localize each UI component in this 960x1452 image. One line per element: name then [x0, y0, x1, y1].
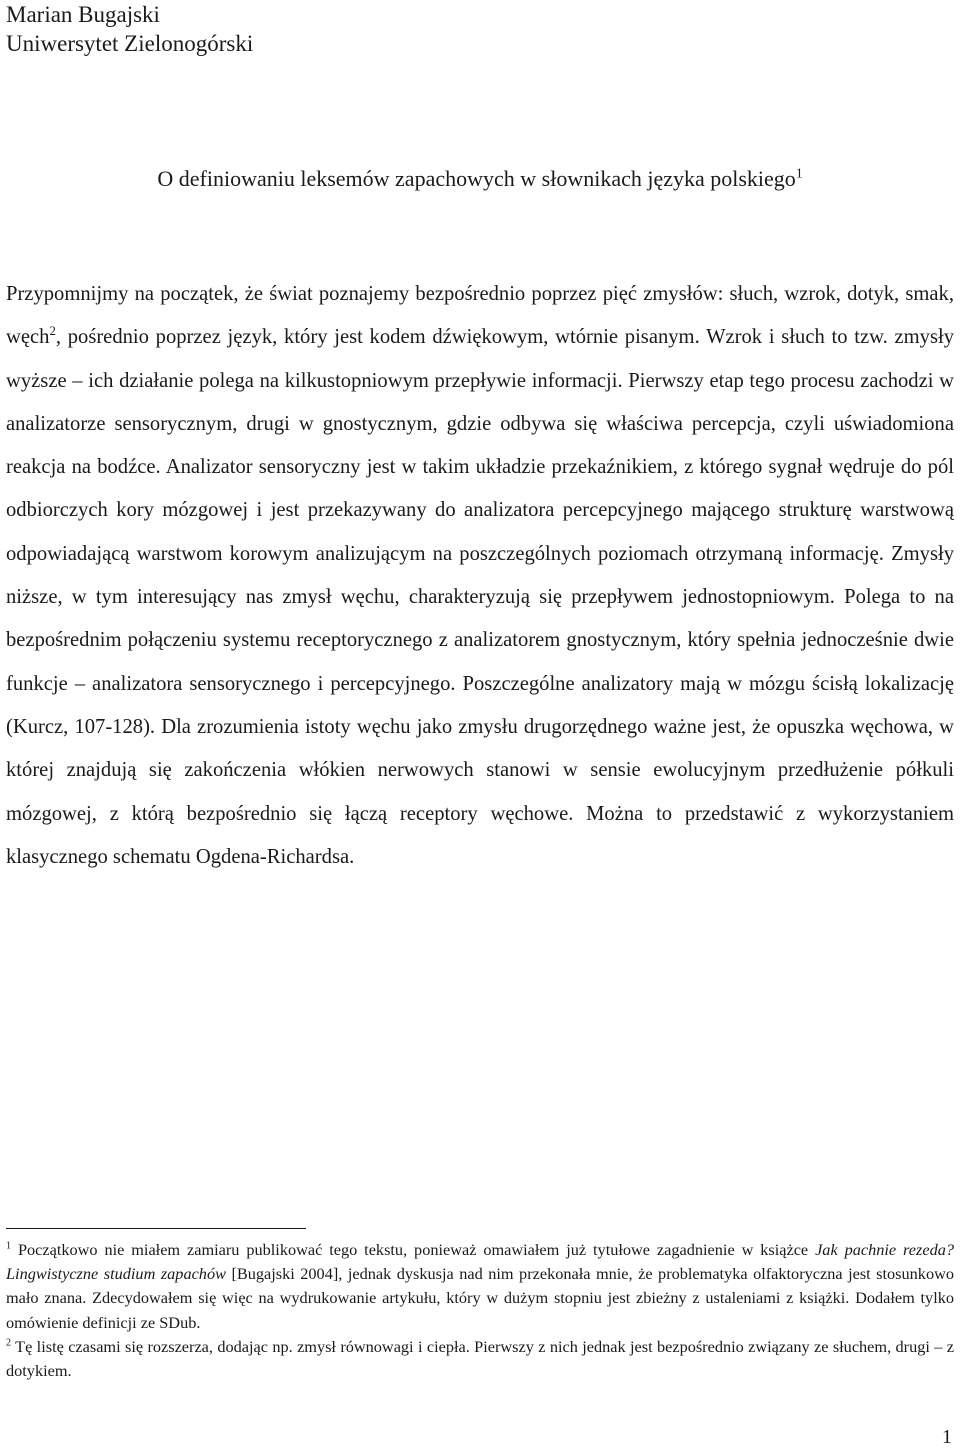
footnote-2 — [6, 1335, 954, 1383]
author-name: Marian Bugajski — [6, 2, 160, 27]
footnote-number: 2 — [6, 1337, 12, 1349]
footnote-text: Początkowo nie miałem zamiaru publikować tego tekstu, ponieważ omawiałem już tytułowe zagadnienie w książce — [17, 1240, 816, 1259]
body-paragraph — [6, 273, 954, 879]
body-text-part-2: , pośrednio poprzez język, który jest kodem dźwiękowym, wtórnie pisanym. Wzrok i słuch to tzw. zmysły wyższe – ich działanie polega na kilkustopniowym przepływie informacji. Pierwszy etap tego procesu zachodzi w analizatorze sensorycznym, drugi w gnostycznym, gdzie odbywa się właściwa percepcja, czyli uświadomiona reakcja na bodźce. Analizator sensoryczny jest w takim układzie przekaźnikiem, z którego sygnał wędruje do pól odbiorczych kory mózgowej i jest przekazywany do analizatora percepcyjnego mającego strukturę warstwową odpowiadającą warstwom korowym analizującym na poszczególnych poziomach otrzymaną informację. Zmysły niższe, w tym interesujący nas zmysł węchu, charakteryzują się przepływem jednostopniowym. Polega to na bezpośrednim połączeniu systemu receptorycznego z analizatorem gnostycznym, który spełnia jednocześnie dwie funkcje – analizatora sensorycznego i percepcyjnego. Poszczególne analizatory mają w mózgu ścisłą lokalizację (Kurcz, 107-128). Dla zrozumienia istoty węchu jako zmysłu drugorzędnego ważne jest, że opuszka węchowa, w której znajdują się zakończenia włókien nerwowych stanowi w sensie ewolucyjnym przedłużenie półkuli mózgowej, z którą bezpośrednio się łączą receptory węchowe. Można to przedstawić z wykorzystaniem klasycznego schematu Ogdena-Richardsa. — [6, 326, 954, 868]
footnote-text: Tę listę czasami się rozszerza, dodając np. zmysł równowagi i ciepła. Pierwszy z nich jednak jest bezpośrednio związany ze słuchem, drugi – z dotykiem. — [6, 1336, 954, 1381]
footnote-number: 1 — [6, 1240, 12, 1252]
footnote-separator — [6, 1228, 306, 1229]
article-title — [0, 165, 960, 193]
footnote-text: [Bugajski 2004], jednak dyskusja nad nim przekonała mnie, że problematyka olfaktoryczna jest stosunkowo mało znana. Zdecydowałem się więc na wydrukowanie artykułu, który w dużym stopniu jest zbieżny z ustaleniami z książki. Dodałem tylko omówienie definicji ze SDub. — [6, 1264, 954, 1332]
footnote-book-title: Jak pachnie rezeda? Lingwistyczne studium zapachów — [6, 1240, 954, 1284]
footnotes-section — [6, 1238, 954, 1383]
author-block — [6, 0, 253, 58]
body-text-part-1: Przypomnijmy na początek, że świat poznajemy bezpośrednio poprzez pięć zmysłów: słuch, wzrok, dotyk, smak, węch — [6, 283, 954, 349]
footnote-ref-2: 2 — [49, 324, 56, 339]
author-affiliation: Uniwersytet Zielonogórski — [6, 31, 254, 56]
footnote-ref-1: 1 — [795, 165, 803, 181]
page-number: 1 — [942, 1426, 952, 1448]
article-title-text: O definiowaniu leksemów zapachowych w słownikach języka polskiego — [157, 166, 796, 191]
footnote-1 — [6, 1238, 954, 1335]
